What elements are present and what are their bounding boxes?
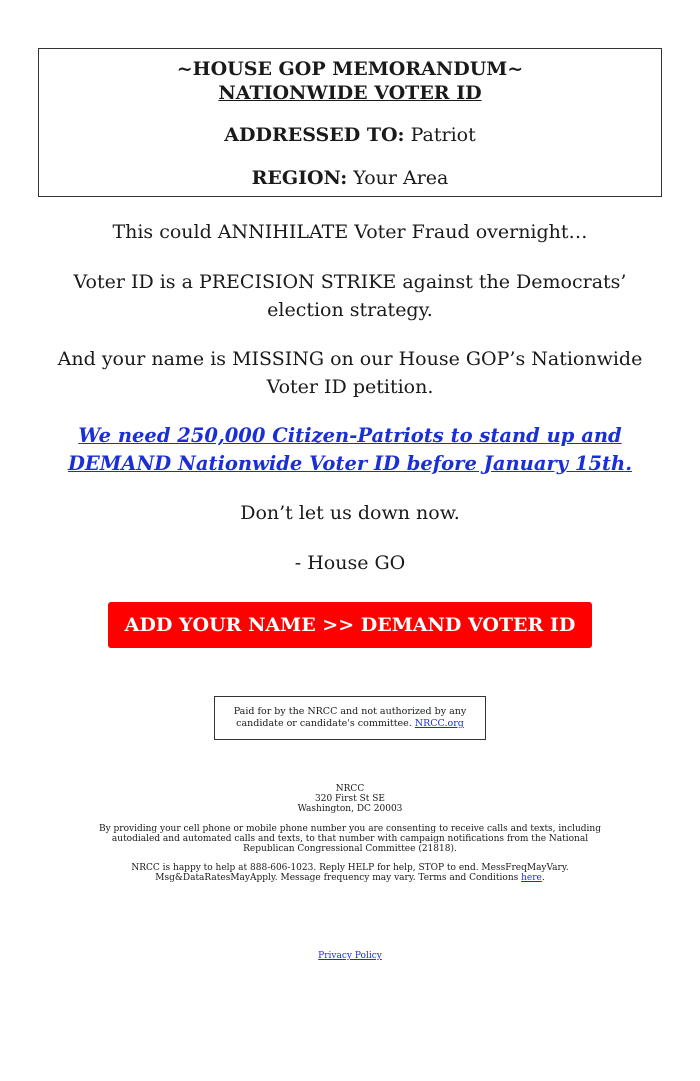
footer-street: 320 First St SE <box>315 794 385 804</box>
footer-city: Washington, DC 20003 <box>297 804 403 814</box>
privacy-policy-row <box>90 951 610 961</box>
addressed-to-line <box>39 123 661 148</box>
petition-link[interactable]: We need 250,000 Citizen-Patriots to stand up and DEMAND Nationwide Voter ID before January 15th. <box>68 424 632 475</box>
demand-voter-id-button[interactable]: ADD YOUR NAME >> DEMAND VOTER ID <box>108 602 592 648</box>
privacy-policy-link[interactable]: Privacy Policy <box>318 951 382 961</box>
addressed-to-value: Patriot <box>410 124 476 146</box>
petition-link-paragraph <box>40 422 660 478</box>
footer-address <box>90 784 610 814</box>
region-value: Your Area <box>353 167 449 189</box>
disclaimer-text: Paid for by the NRCC and not authorized by any candidate or candidate's committee. <box>233 706 467 729</box>
region-label: REGION: <box>251 167 348 189</box>
help-text <box>90 863 610 883</box>
region-line <box>39 166 661 191</box>
paid-for-disclaimer <box>214 696 486 740</box>
body-line-precision-strike: Voter ID is a PRECISION STRIKE against the Democrats’ election strategy. <box>73 271 627 321</box>
memo-title: ~HOUSE GOP MEMORANDUM~ <box>176 58 524 80</box>
help-text-body: NRCC is happy to help at 888-606-1023. Reply HELP for help, STOP to end. MessFreqMayVary. Msg&DataRatesMayApply. Message frequency may vary. Terms and Conditions <box>131 863 569 883</box>
signature: - House GO <box>294 552 406 574</box>
body-line-missing-name: And your name is MISSING on our House GOP’s Nationwide Voter ID petition. <box>57 348 643 398</box>
body-line-dont-let-down: Don’t let us down now. <box>240 502 460 524</box>
addressed-to-label: ADDRESSED TO: <box>224 124 405 146</box>
terms-link[interactable]: here <box>521 873 542 883</box>
footer-org: NRCC <box>335 784 365 794</box>
memo-subtitle: NATIONWIDE VOTER ID <box>218 82 482 104</box>
help-text-period: . <box>541 873 545 883</box>
nrcc-link[interactable]: NRCC.org <box>414 718 464 729</box>
sms-consent-text: By providing your cell phone or mobile phone number you are consenting to receive calls and texts, including autodialed and automated calls and texts, to that number with campaign notifications from the National Republican Congressional Committee (21818). <box>98 824 601 854</box>
memo-header-box <box>38 48 662 197</box>
body-line-annihilate: This could ANNIHILATE Voter Fraud overnight… <box>112 221 588 243</box>
